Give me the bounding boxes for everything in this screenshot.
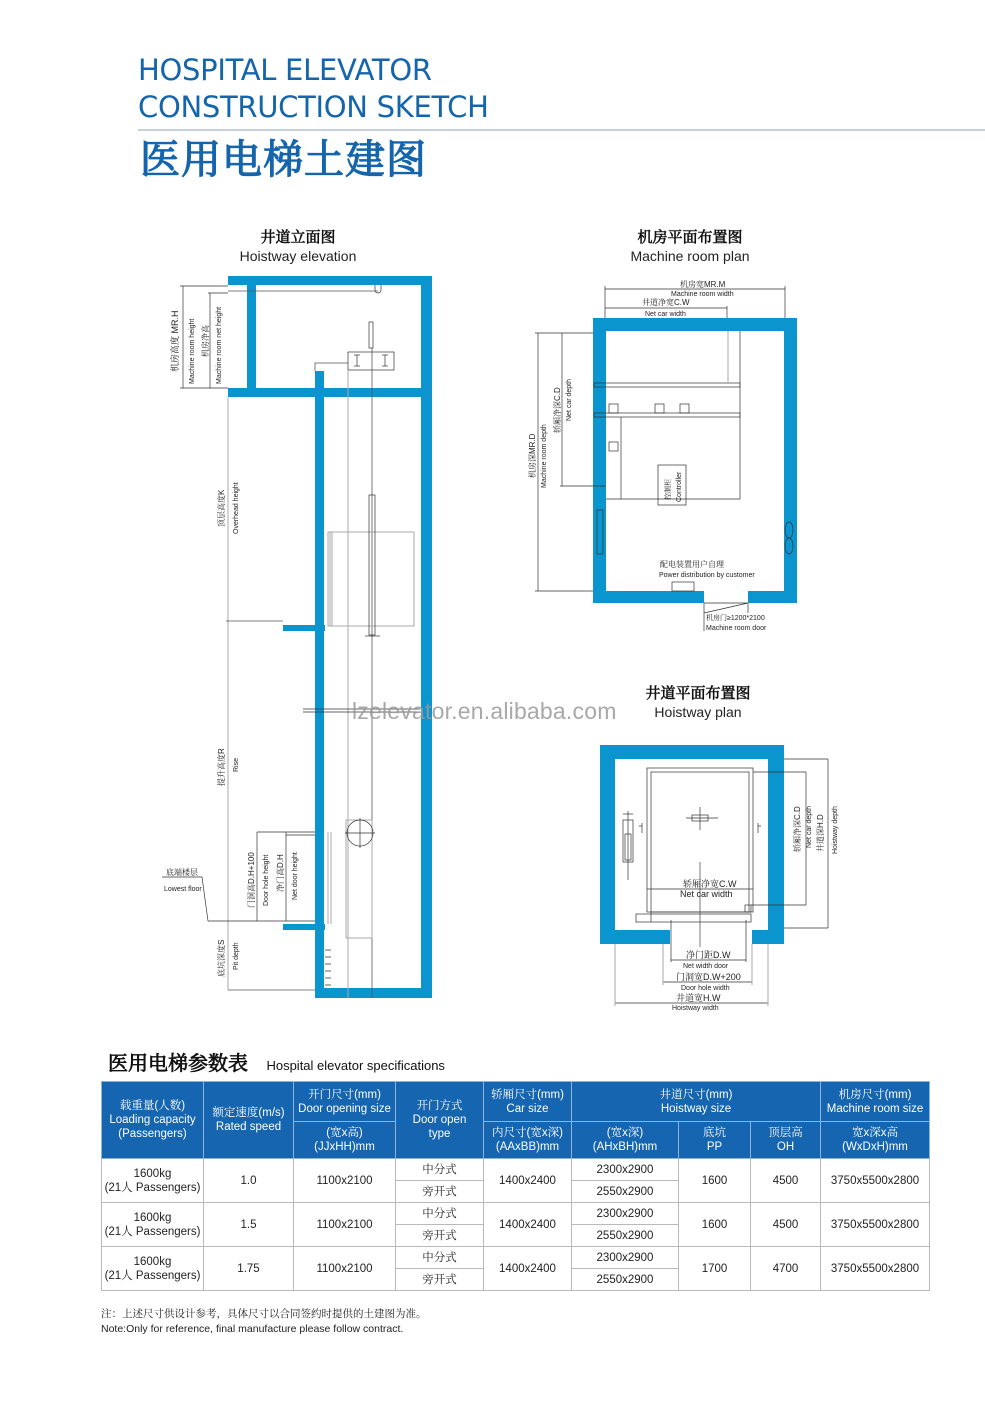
svg-text:机房净高: 机房净高	[201, 325, 210, 357]
svg-text:机房深MR.D: 机房深MR.D	[528, 433, 537, 478]
note-en: Note:Only for reference, final manufacture please follow contract.	[101, 1323, 404, 1335]
svg-text:机房高度 MR.H: 机房高度 MR.H	[170, 310, 180, 372]
header-mr-size: 机房尺寸(mm) Machine room size	[821, 1082, 930, 1122]
svg-text:Hoistway width: Hoistway width	[672, 1005, 719, 1012]
svg-text:Door hole height: Door hole height	[263, 854, 270, 906]
svg-text:Net width door: Net width door	[683, 963, 729, 970]
svg-text:井道深H.D: 井道深H.D	[816, 814, 825, 852]
svg-text:机房宽MR.M: 机房宽MR.M	[680, 280, 726, 289]
svg-text:控制柜: 控制柜	[665, 479, 672, 500]
note-cn: 注：上述尺寸供设计参考，具体尺寸以合同签约时提供的土建图为准。	[101, 1308, 427, 1320]
svg-text:Machine room height: Machine room height	[189, 318, 196, 384]
svg-text:Rise: Rise	[233, 757, 240, 772]
header-pit: 底坑 PP	[679, 1122, 751, 1159]
svg-text:Hoistway depth: Hoistway depth	[832, 806, 839, 854]
header-door-type: 开门方式 Door open type	[396, 1082, 484, 1159]
spec-title: 医用电梯参数表 Hospital elevator specifications	[108, 1053, 445, 1075]
table-row: 1600kg (21人 Passengers) 1.0 1100x2100 中分式 1400x2400 2300x2900 1600 4500 3750x5500x2800	[102, 1159, 930, 1181]
svg-text:Pit depth: Pit depth	[233, 942, 240, 970]
svg-text:Net car width: Net car width	[645, 311, 686, 318]
header-door-size-sub: (宽x高) (JJxHH)mm	[294, 1122, 396, 1159]
svg-text:Machine room net height: Machine room net height	[216, 306, 223, 384]
header-car-size-sub: 内尺寸(宽x深) (AAxBB)mm	[484, 1122, 572, 1159]
header-hoistway-size: 井道尺寸(mm) Hoistway size	[572, 1082, 821, 1122]
spec-table	[101, 1081, 930, 1291]
svg-text:Overhead height: Overhead height	[233, 482, 240, 534]
hoistway-plan-drawing	[600, 745, 839, 1012]
svg-text:Machine room width: Machine room width	[671, 291, 734, 298]
hoistway-plan-title: 井道平面布置图 Hoistway plan	[645, 684, 751, 720]
title-line-1: HOSPITAL ELEVATOR	[138, 53, 432, 87]
svg-text:井道净宽C.W: 井道净宽C.W	[642, 298, 690, 307]
svg-text:门洞高D.H+100: 门洞高D.H+100	[247, 852, 256, 908]
header-car-size: 轿厢尺寸(mm) Car size	[484, 1082, 572, 1122]
svg-text:井道宽H.W: 井道宽H.W	[676, 993, 721, 1003]
table-subrow: 旁开式 2550x2900	[102, 1269, 930, 1291]
svg-text:轿厢净宽C.W: 轿厢净宽C.W	[683, 879, 737, 889]
machine-room-plan-drawing	[527, 279, 797, 632]
header-overhead: 顶层高 OH	[751, 1122, 821, 1159]
svg-text:机房门≥1200*2100: 机房门≥1200*2100	[706, 615, 765, 622]
svg-text:提升高度R: 提升高度R	[217, 748, 226, 786]
svg-text:配电装置用户自理: 配电装置用户自理	[660, 560, 724, 569]
svg-text:底端楼层: 底端楼层	[166, 868, 198, 877]
header-speed: 额定速度(m/s) Rated speed	[204, 1082, 294, 1159]
header-mr-size-sub: 宽x深x高 (WxDxH)mm	[821, 1122, 930, 1159]
svg-text:Net car width: Net car width	[680, 889, 733, 899]
svg-text:Machine room door: Machine room door	[706, 625, 767, 632]
svg-text:Door hole width: Door hole width	[681, 985, 730, 992]
hoistway-elevation-drawing	[162, 276, 432, 998]
svg-text:轿厢净深C.D: 轿厢净深C.D	[553, 387, 562, 433]
header-hoistway-wd: (宽x深) (AHxBH)mm	[572, 1122, 679, 1159]
svg-text:净门高D.H: 净门高D.H	[276, 854, 285, 892]
table-row: 1600kg (21人 Passengers) 1.75 1100x2100 中分式 1400x2400 2300x2900 1700 4700 3750x5500x2800	[102, 1247, 930, 1269]
table-subrow: 旁开式 2550x2900	[102, 1181, 930, 1203]
svg-text:Net car depth: Net car depth	[566, 378, 573, 421]
svg-text:Lowest floor: Lowest floor	[164, 886, 202, 893]
header-load: 载重量(人数) Loading capacity (Passengers)	[102, 1082, 204, 1159]
svg-text:净门距D.W: 净门距D.W	[686, 950, 731, 960]
page-title-cn: 医用电梯土建图	[140, 137, 427, 183]
table-subrow: 旁开式 2550x2900	[102, 1225, 930, 1247]
svg-text:轿厢净深C.D: 轿厢净深C.D	[793, 806, 802, 852]
svg-text:Net car depth: Net car depth	[806, 805, 813, 848]
svg-text:Machine room depth: Machine room depth	[541, 424, 548, 488]
svg-text:Controller: Controller	[676, 471, 683, 502]
notes	[101, 1307, 427, 1337]
table-row: 1600kg (21人 Passengers) 1.5 1100x2100 中分式 1400x2400 2300x2900 1600 4500 3750x5500x2800	[102, 1203, 930, 1225]
svg-text:Power distribution by customer: Power distribution by customer	[659, 572, 755, 579]
hoistway-elevation-title: 井道立面图 Hoistway elevation	[239, 228, 357, 264]
title-line-2: CONSTRUCTION SKETCH	[138, 90, 489, 124]
svg-text:顶层高度K: 顶层高度K	[217, 489, 226, 527]
svg-text:门洞宽D.W+200: 门洞宽D.W+200	[676, 972, 741, 982]
machine-room-plan-title: 机房平面布置图 Machine room plan	[630, 228, 750, 264]
header-door-size: 开门尺寸(mm) Door opening size	[294, 1082, 396, 1122]
svg-text:底坑深度S: 底坑深度S	[217, 939, 226, 977]
watermark: lzelevator.en.alibaba.com	[352, 698, 617, 724]
svg-text:Net door height: Net door height	[292, 852, 299, 900]
